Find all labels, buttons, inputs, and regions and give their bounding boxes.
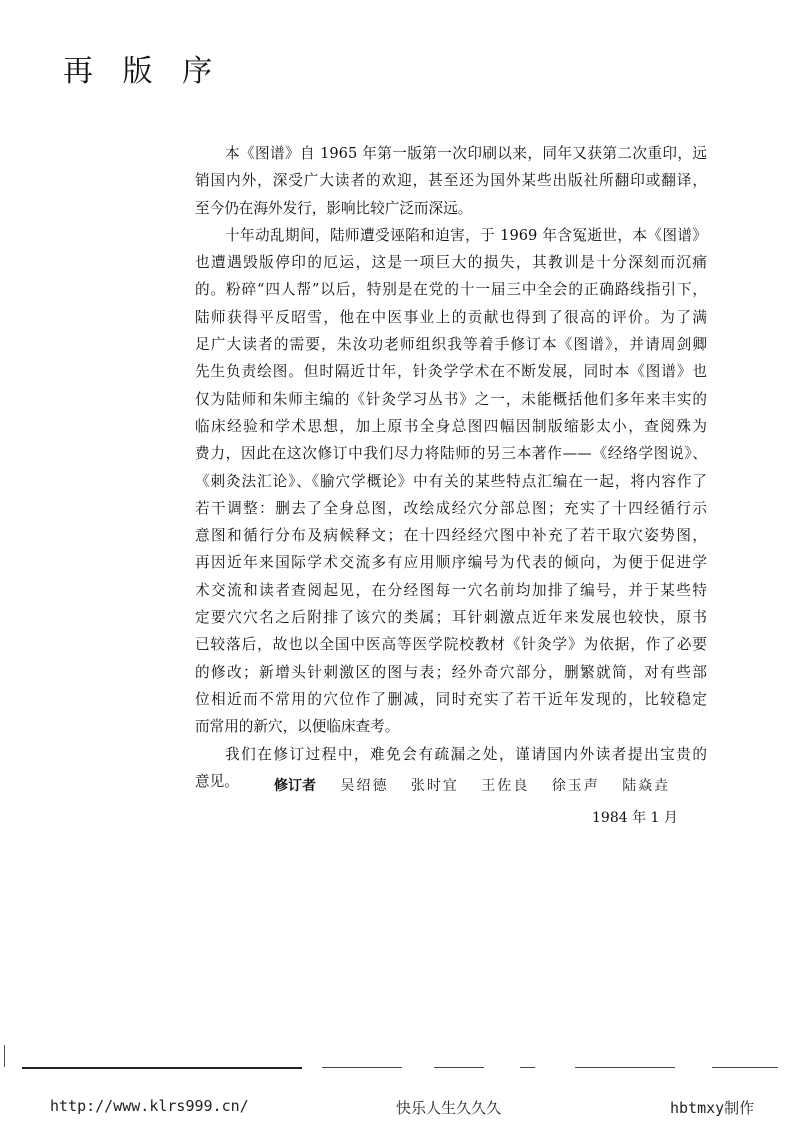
footer-rule-segment xyxy=(434,1067,484,1068)
preface-body xyxy=(195,140,707,795)
text-line: 本《图谱》自 1965 年第一版第一次印刷以来，同年又获第二次重印，远 xyxy=(225,145,707,162)
text-line: 足广大读者的需要，朱汝功老师组织我等着手修订本《图谱》，并请周剑卿 xyxy=(195,336,707,354)
text-line: 位相近而不常用的穴位作了删减，同时充实了若干近年发现的，比较稳定 xyxy=(195,690,707,708)
text-line: 意见。 xyxy=(195,772,239,790)
text-line: 意图和循行分布及病候释文；在十四经经穴图中补充了若干取穴姿势图， xyxy=(195,527,707,545)
text-line: 定要穴穴名之后附排了该穴的类属；耳针刺激点近年来发展也较快，原书 xyxy=(195,609,707,627)
text-line: 至今仍在海外发行，影响比较广泛而深远。 xyxy=(195,199,473,217)
scan-margin-mark xyxy=(4,1045,7,1067)
text-line: 也遭遇毁版停印的厄运，这是一项巨大的损失，其教训是十分深刻而沉痛 xyxy=(195,254,707,272)
text-line: 的。粉碎“四人帮”以后，特别是在党的十一届三中全会的正确路线指引下， xyxy=(195,281,707,299)
footer-url-link[interactable]: http://www.klrs999.cn/ xyxy=(50,1097,249,1115)
reviser-name: 吴绍德 xyxy=(340,778,389,794)
reviser-name: 徐玉声 xyxy=(551,778,600,794)
text-line: 我们在修订过程中，难免会有疏漏之处，谨请国内外读者提出宝贵的 xyxy=(225,745,707,763)
footer-rule-segment xyxy=(22,1067,302,1069)
text-line: 陆师获得平反昭雪，他在中医事业上的贡献也得到了很高的评价。为了满 xyxy=(195,308,707,326)
preface-date: 1984 年 1 月 xyxy=(592,810,678,826)
revisers-label: 修订者 xyxy=(274,778,316,794)
text-line: 销国内外，深受广大读者的欢迎，甚至还为国外某些出版社所翻印或翻译， xyxy=(195,172,707,190)
reviser-name: 陆焱垚 xyxy=(622,778,671,794)
text-line: 仅为陆师和朱师主编的《针灸学习丛书》之一，未能概括他们多年来丰实的 xyxy=(195,390,707,408)
footer-rule-segment xyxy=(575,1067,675,1068)
footer-credit: hbtmxy制作 xyxy=(670,1099,755,1117)
page-title: 再 版 序 xyxy=(63,54,223,89)
reviser-name: 王佐良 xyxy=(481,778,530,794)
text-line: 再因近年来国际学术交流多有应用顺序编号为代表的倾向，为便于促进学 xyxy=(195,554,707,572)
footer-slogan: 快乐人生久久久 xyxy=(396,1099,502,1117)
text-line: 先生负责绘图。但时隔近廿年，针灸学学术在不断发展，同时本《图谱》也 xyxy=(195,363,707,381)
text-line: 的修改；新增头针刺激区的图与表；经外奇穴部分，删繁就简，对有些部 xyxy=(195,663,707,681)
text-line: 若干调整：删去了全身总图，改绘成经穴分部总图；充实了十四经循行示 xyxy=(195,499,707,517)
text-line: 费力，因此在这次修订中我们尽力将陆师的另三本著作——《经络学图说》、 xyxy=(195,445,707,463)
text-line: 而常用的新穴，以便临床查考。 xyxy=(195,718,400,736)
footer-rule-segment xyxy=(520,1067,535,1068)
footer-rule-segment xyxy=(712,1067,778,1068)
footer-rule-segment xyxy=(322,1067,402,1068)
reviser-name: 张时宜 xyxy=(410,778,459,794)
text-line: 已较落后，故也以全国中医高等医学院校教材《针灸学》为依据，作了必要 xyxy=(195,636,707,654)
text-line: 十年动乱期间，陆师遭受诬陷和迫害，于 1969 年含冤逝世，本《图谱》 xyxy=(225,226,707,244)
text-line: 临床经验和学术思想，加上原书全身总图四幅因制版缩影太小，查阅殊为 xyxy=(195,417,707,435)
revisers-line xyxy=(274,775,688,795)
text-line: 术交流和读者查阅起见，在分经图每一穴名前均加排了编号，并于某些特 xyxy=(195,581,707,599)
text-line: 《刺灸法汇论》、《腧穴学概论》中有关的某些特点汇编在一起，将内容作了 xyxy=(195,472,707,490)
